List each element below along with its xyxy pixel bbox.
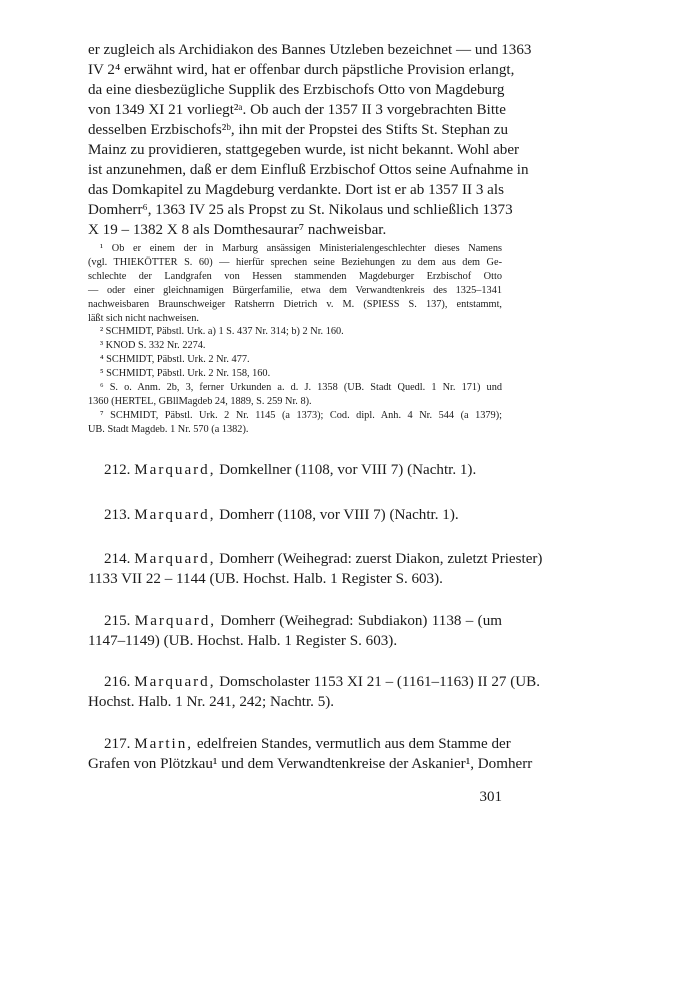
footnote-7 xyxy=(88,409,502,437)
entry-line xyxy=(88,505,502,525)
body-line: IV 2⁴ erwähnt wird, hat er offenbar durch päpstliche Provision erlangt, xyxy=(88,62,515,78)
footnote-1 xyxy=(88,242,502,325)
body-line: da eine diesbezügliche Supplik des Erzbischofs Otto von Magdeburg xyxy=(88,82,505,98)
footnote-5: ⁵ SCHMIDT, Päbstl. Urk. 2 Nr. 158, 160. xyxy=(100,368,271,380)
body-line: ist anzunehmen, daß er dem Einfluß Erzbischof Ottos seine Aufnahme in xyxy=(88,162,529,178)
entry-line: Hochst. Halb. 1 Nr. 241, 242; Nachtr. 5). xyxy=(88,694,335,710)
entry-text: Domkellner (1108, vor VIII 7) (Nachtr. 1). xyxy=(219,462,477,478)
entry-text: Domherr (Weihegrad: zuerst Diakon, zuletzt Priester) xyxy=(219,551,543,567)
entry-214 xyxy=(88,549,543,589)
entry-number: 217. xyxy=(104,736,131,752)
page-number: 301 xyxy=(479,789,502,805)
entry-name: Marquard, xyxy=(134,507,216,523)
footnote-line: nachweisbaren Braunschweiger Ratsherrn Dietrich v. M. (SPIESS S. 137), entstammt, xyxy=(88,298,502,310)
entry-text: Domherr (1108, vor VIII 7) (Nachtr. 1). xyxy=(219,507,459,523)
body-line: von 1349 XI 21 vorliegt²ᵃ. Ob auch der 1357 II 3 vorgebrachten Bitte xyxy=(88,102,506,118)
entry-name: Martin, xyxy=(134,736,194,752)
entry-number: 212. xyxy=(104,462,131,478)
entry-line: 1147–1149) (UB. Hochst. Halb. 1 Register S. 603). xyxy=(88,633,398,649)
footnote-line: 1360 (HERTEL, GBllMagdeb 24, 1889, S. 259 Nr. 8). xyxy=(88,395,312,407)
footnote-line: UB. Stadt Magdeb. 1 Nr. 570 (a 1382). xyxy=(88,423,249,435)
footnote-line: schlechte der Landgrafen von Hessen stammenden Magdeburger Erzbischof Otto xyxy=(88,270,502,282)
entry-line: Grafen von Plötzkau¹ und dem Verwandtenkreise der Askanier¹, Domherr xyxy=(88,756,533,772)
entry-number: 216. xyxy=(104,674,131,690)
entry-212 xyxy=(88,460,502,480)
entry-215 xyxy=(88,611,502,651)
footnote-4: ⁴ SCHMIDT, Päbstl. Urk. 2 Nr. 477. xyxy=(100,354,250,366)
entry-number: 214. xyxy=(104,551,131,567)
entry-name: Marquard, xyxy=(134,551,216,567)
entry-217 xyxy=(88,734,533,774)
footnote-line: ⁷ SCHMIDT, Päbstl. Urk. 2 Nr. 1145 (a 1373); Cod. dipl. Anh. 4 Nr. 544 (a 1379); xyxy=(100,409,502,421)
entry-line xyxy=(88,611,502,631)
entry-216 xyxy=(88,672,540,712)
entry-text: Domherr (Weihegrad: Subdiakon) 1138 – (um xyxy=(220,613,502,629)
body-line: X 19 – 1382 X 8 als Domthesaurar⁷ nachweisbar. xyxy=(88,222,387,238)
footnote-line: (vgl. THIEKÖTTER S. 60) — hierfür sprechen seine Beziehungen zu dem aus dem Ge- xyxy=(88,256,502,268)
entry-number: 215. xyxy=(104,613,131,629)
footnote-line: läßt sich nicht nachweisen. xyxy=(88,312,199,324)
footnote-6 xyxy=(88,381,502,409)
entry-number: 213. xyxy=(104,507,131,523)
body-line: Mainz zu providieren, stattgegeben wurde, ist nicht bekannt. Wohl aber xyxy=(88,142,520,158)
footnote-3: ³ KNOD S. 332 Nr. 2274. xyxy=(100,340,206,352)
entry-line xyxy=(88,734,511,754)
body-line: das Domkapitel zu Magdeburg verdankte. Dort ist er ab 1357 II 3 als xyxy=(88,182,504,198)
entry-line xyxy=(88,672,540,692)
footnote-line: ¹ Ob er einem der in Marburg ansässigen Ministerialengeschlechter dieses Namens xyxy=(100,243,502,254)
footnote-line: — oder einer gleichnamigen Bürgerfamilie, etwa dem Verwandtenkreis des 1325–1341 xyxy=(88,284,502,296)
entry-text: edelfreien Standes, vermutlich aus dem Stamme der xyxy=(196,736,511,752)
entry-line xyxy=(88,460,502,480)
footnote-2: ² SCHMIDT, Päbstl. Urk. a) 1 S. 437 Nr. 314; b) 2 Nr. 160. xyxy=(100,326,344,338)
entry-213 xyxy=(88,505,502,525)
entry-line xyxy=(88,549,543,569)
footnote-line: ⁶ S. o. Anm. 2b, 3, ferner Urkunden a. d. J. 1358 (UB. Stadt Quedl. 1 Nr. 171) und xyxy=(100,382,502,394)
body-line: desselben Erzbischofs²ᵇ, ihn mit der Propstei des Stifts St. Stephan zu xyxy=(88,122,509,138)
footnotes xyxy=(88,242,502,437)
entry-text: Domscholaster 1153 XI 21 – (1161–1163) II 27 (UB. xyxy=(219,674,540,690)
entry-name: Marquard, xyxy=(134,674,216,690)
body-line: er zugleich als Archidiakon des Bannes Utzleben bezeichnet — und 1363 xyxy=(88,42,532,58)
entry-line: 1133 VII 22 – 1144 (UB. Hochst. Halb. 1 Register S. 603). xyxy=(88,571,443,587)
body-paragraph xyxy=(88,40,532,240)
entry-name: Marquard, xyxy=(134,462,216,478)
body-line: Domherr⁶, 1363 IV 25 als Propst zu St. Nikolaus und schließlich 1373 xyxy=(88,202,513,218)
entry-name: Marquard, xyxy=(134,613,217,629)
